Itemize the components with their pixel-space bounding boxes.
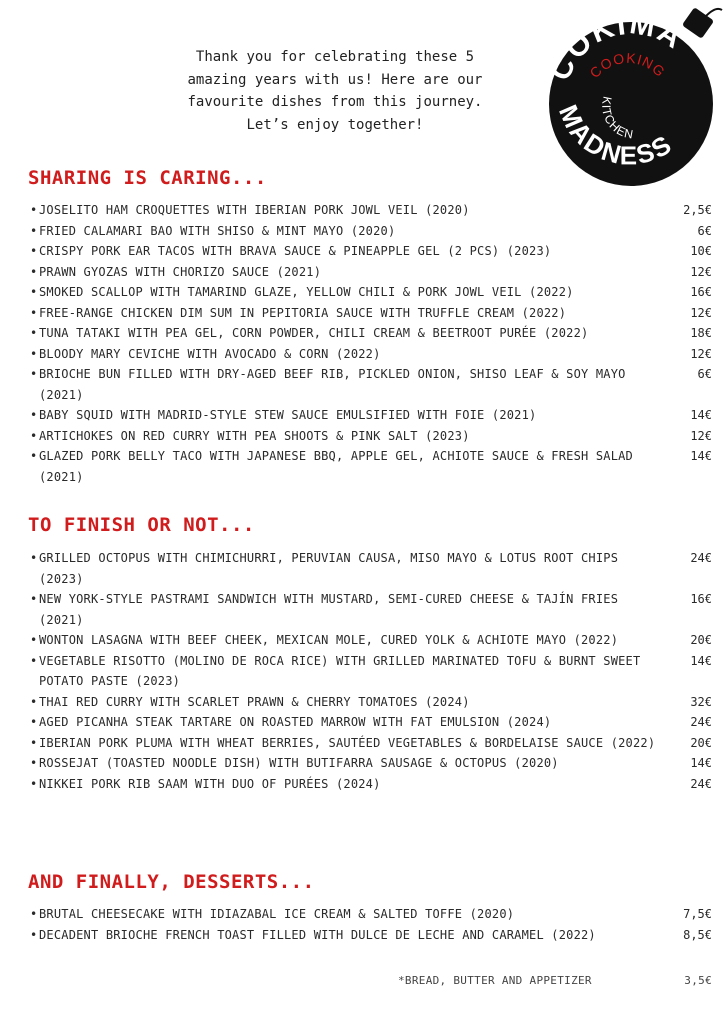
item-price: 18€	[690, 326, 712, 340]
item-name: • THAI RED CURRY WITH SCARLET PRAWN & CHERRY TOMATOES (2024)	[30, 692, 659, 713]
menu-item	[30, 733, 712, 754]
section-title-sharing: SHARING IS CARING...	[28, 167, 267, 189]
item-name: • FREE-RANGE CHICKEN DIM SUM IN PEPITORIA SAUCE WITH TRUFFLE CREAM (2022)	[30, 303, 659, 324]
item-price: 8,5€	[683, 927, 712, 942]
item-price: 12€	[690, 305, 712, 320]
item-name: • IBERIAN PORK PLUMA WITH WHEAT BERRIES, SAUTÉED VEGETABLES & BORDELAISE SAUCE (2022)	[30, 733, 659, 754]
item-price: 14€	[690, 756, 712, 770]
cokima-bomb-logo	[536, 4, 724, 194]
item-price: 20€	[690, 735, 712, 750]
intro-line: Let’s enjoy together!	[246, 116, 424, 133]
item-name: • AGED PICANHA STEAK TARTARE ON ROASTED MARROW WITH FAT EMULSION (2024)	[30, 712, 659, 733]
item-price: 24€	[690, 551, 712, 565]
item-price: 24€	[690, 715, 712, 729]
item-name: • TUNA TATAKI WITH PEA GEL, CORN POWDER, CHILI CREAM & BEETROOT PURÉE (2022)	[30, 323, 659, 344]
menu-item	[30, 364, 712, 405]
menu-item	[30, 426, 712, 447]
intro-text	[160, 46, 510, 136]
menu-item	[30, 774, 712, 795]
menu-item	[30, 303, 712, 324]
item-price: 14€	[690, 449, 712, 463]
menu-item	[30, 344, 712, 365]
item-price: 7,5€	[683, 907, 712, 921]
item-name: • DECADENT BRIOCHE FRENCH TOAST FILLED WITH DULCE DE LECHE AND CARAMEL (2022)	[30, 925, 659, 946]
item-name: • ARTICHOKES ON RED CURRY WITH PEA SHOOTS & PINK SALT (2023)	[30, 426, 659, 447]
intro-line: Thank you for celebrating these 5	[195, 49, 475, 65]
menu-item	[30, 221, 712, 242]
item-name: • JOSELITO HAM CROQUETTES WITH IBERIAN PORK JOWL VEIL (2020)	[30, 200, 659, 221]
section-title-finish: TO FINISH OR NOT...	[28, 514, 255, 536]
item-name: • ROSSEJAT (TOASTED NOODLE DISH) WITH BUTIFARRA SAUSAGE & OCTOPUS (2020)	[30, 753, 659, 774]
item-price: 24€	[690, 776, 712, 791]
item-name: • SMOKED SCALLOP WITH TAMARIND GLAZE, YELLOW CHILI & PORK JOWL VEIL (2022)	[30, 282, 659, 303]
footnote-label: *BREAD, BUTTER AND APPETIZER	[398, 974, 592, 987]
item-name: • CRISPY PORK EAR TACOS WITH BRAVA SAUCE & PINEAPPLE GEL (2 PCS) (2023)	[30, 241, 659, 262]
logo-text-top: COKIMA	[543, 7, 690, 86]
item-name: • NIKKEI PORK RIB SAAM WITH DUO OF PURÉES (2024)	[30, 774, 659, 795]
menu-item	[30, 241, 712, 262]
item-price: 14€	[690, 408, 712, 422]
item-name: • BLOODY MARY CEVICHE WITH AVOCADO & CORN (2022)	[30, 344, 659, 365]
menu-item	[30, 712, 712, 733]
item-price: 16€	[690, 285, 712, 299]
logo-text-bottom: MADNESS	[553, 100, 678, 171]
section-title-desserts: AND FINALLY, DESSERTS...	[28, 871, 315, 893]
item-name: • FRIED CALAMARI BAO WITH SHISO & MINT MAYO (2020)	[30, 221, 659, 242]
menu-item	[30, 262, 712, 283]
menu-item	[30, 405, 712, 426]
bomb-fuse	[706, 9, 722, 16]
menu-list-finish	[30, 548, 712, 794]
item-price: 12€	[690, 264, 712, 279]
menu-item	[30, 446, 712, 487]
item-price: 16€	[690, 592, 712, 606]
menu-item	[30, 323, 712, 344]
item-name: • BABY SQUID WITH MADRID-STYLE STEW SAUCE EMULSIFIED WITH FOIE (2021)	[30, 405, 659, 426]
menu-item	[30, 692, 712, 713]
item-price: 20€	[690, 633, 712, 647]
item-name: • GRILLED OCTOPUS WITH CHIMICHURRI, PERUVIAN CAUSA, MISO MAYO & LOTUS ROOT CHIPS (2023)	[30, 548, 659, 589]
footnote-price: 3,5€	[684, 974, 712, 987]
menu-item	[30, 753, 712, 774]
menu-list-sharing	[30, 200, 712, 487]
menu-item	[30, 925, 712, 946]
item-name: • BRIOCHE BUN FILLED WITH DRY-AGED BEEF RIB, PICKLED ONION, SHISO LEAF & SOY MAYO (2021)	[30, 364, 659, 405]
menu-item	[30, 630, 712, 651]
item-name: • GLAZED PORK BELLY TACO WITH JAPANESE BBQ, APPLE GEL, ACHIOTE SAUCE & FRESH SALAD (2021)	[30, 446, 659, 487]
item-name: • NEW YORK-STYLE PASTRAMI SANDWICH WITH MUSTARD, SEMI-CURED CHEESE & TAJÍN FRIES (2021)	[30, 589, 659, 630]
menu-list-desserts	[30, 904, 712, 945]
intro-line: favourite dishes from this journey.	[187, 94, 483, 110]
menu-item	[30, 904, 712, 925]
item-price: 12€	[690, 346, 712, 361]
item-price: 12€	[690, 428, 712, 443]
menu-item	[30, 651, 712, 692]
logo-text-lower: KITCHEN	[599, 95, 636, 142]
item-name: • PRAWN GYOZAS WITH CHORIZO SAUCE (2021)	[30, 262, 659, 283]
item-price: 6€	[697, 223, 712, 238]
item-name: • WONTON LASAGNA WITH BEEF CHEEK, MEXICAN MOLE, CURED YOLK & ACHIOTE MAYO (2022)	[30, 630, 659, 651]
item-price: 6€	[697, 367, 712, 381]
menu-item	[30, 589, 712, 630]
intro-line: amazing years with us! Here are our	[187, 71, 483, 88]
item-name: • VEGETABLE RISOTTO (MOLINO DE ROCA RICE) WITH GRILLED MARINATED TOFU & BURNT SWEET POTATO PASTE (2023)	[30, 651, 659, 692]
item-price: 14€	[690, 653, 712, 668]
item-name: • BRUTAL CHEESECAKE WITH IDIAZABAL ICE CREAM & SALTED TOFFE (2020)	[30, 904, 659, 925]
item-price: 32€	[690, 694, 712, 709]
item-price: 10€	[690, 244, 712, 258]
menu-item	[30, 200, 712, 221]
item-price: 2,5€	[683, 203, 712, 217]
menu-item	[30, 282, 712, 303]
logo-text-middle: COOKING	[586, 49, 669, 81]
menu-item	[30, 548, 712, 589]
